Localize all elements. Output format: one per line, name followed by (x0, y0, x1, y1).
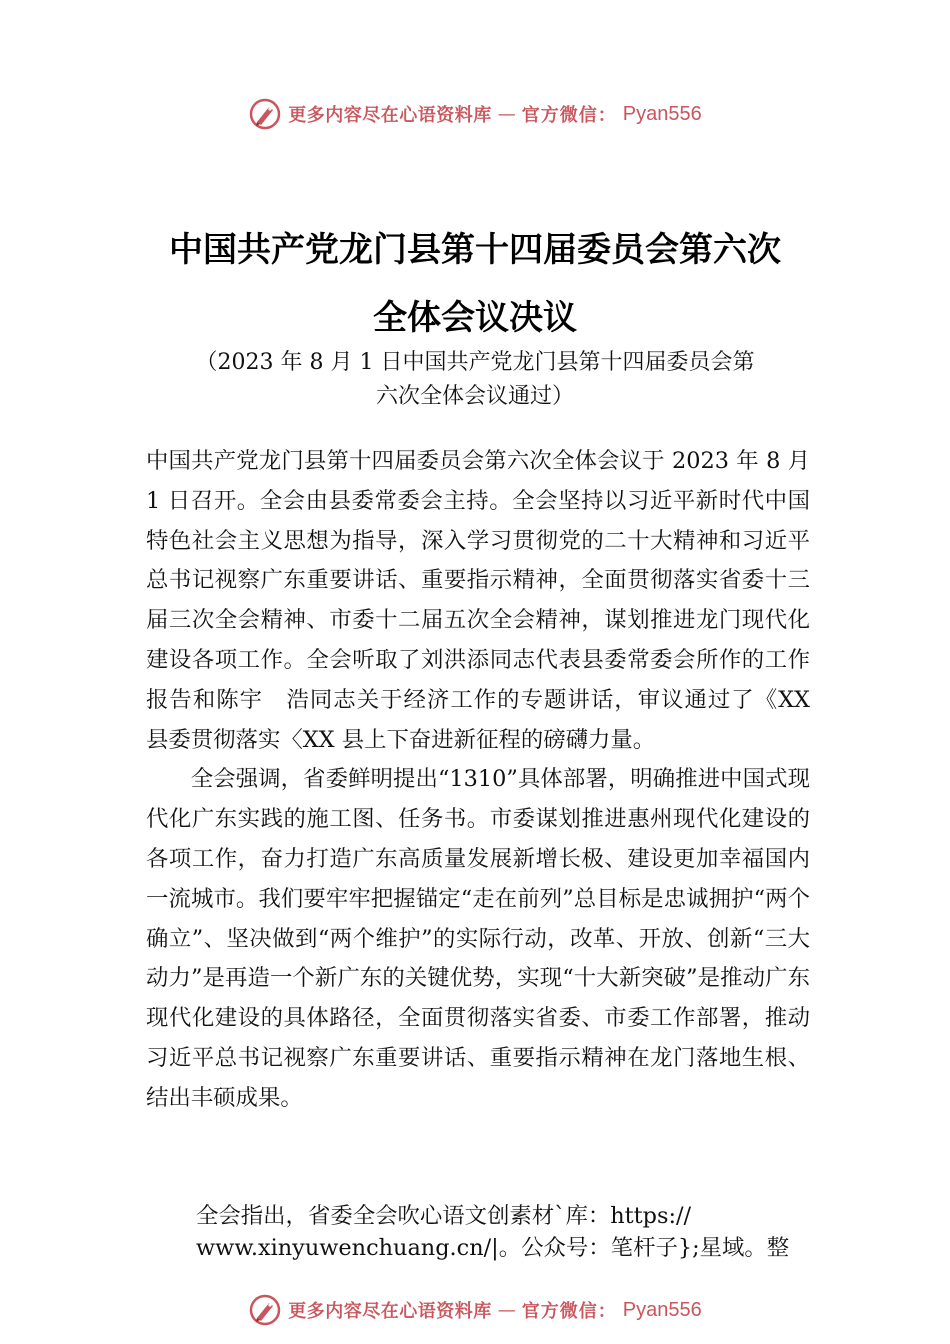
pen-nib-circle-icon (248, 1293, 282, 1327)
body-paragraph-2: 全会强调，省委鲜明提出“1310”具体部署，明确推进中国式现代化广东实践的施工图、任务书。市委谋划推进惠州现代化建设的各项工作，奋力打造广东高质量发展新增长极、建设更加幸福国内一流城市。我们要牢牢把握锚定“走在前列”总目标是忠诚拥护“两个确立”、坚决做到“两个维护”的实际行动，改革、开放、创新“三大动力”是再造一个新广东的关键优势，实现“十大新突破”是推动广东现代化建设的具体路径，全面贯彻落实省委、市委工作部署，推动习近平总书记视察广东重要讲话、重要指示精神在龙门落地生根、结出丰硕成果。 (146, 766, 810, 1111)
document-subtitle-line-1: （2023 年 8 月 1 日中国共产党龙门县第十四届委员会第 (195, 350, 755, 375)
pen-nib-circle-icon (248, 97, 282, 131)
watermark-dash: — (497, 1299, 516, 1321)
tail-line-2: www.xinyuwenchuang.cn/|。公众号：笔杆子};星域。整 (196, 1235, 790, 1261)
tail-line-1: 全会指出，省委全会吹心语文创素材`库：https:// (196, 1203, 692, 1229)
document-body (146, 442, 810, 1119)
watermark-text: 更多内容尽在心语资料库 (288, 105, 492, 126)
document-subtitle-line-2: 六次全体会议通过） (375, 384, 574, 409)
watermark-label: 官方微信： (521, 105, 617, 126)
body-paragraph-1: 中国共产党龙门县第十四届委员会第六次全体会议于 2023 年 8 月 1 日召开。全会由县委常委会主持。全会坚持以习近平新时代中国特色社会主义思想为指导，深入学习贯彻党的二十大精神和习近平总书记视察广东重要讲话、重要指示精神，全面贯彻落实省委十三届三次全会精神、市委十二届五次全会精神，谋划推进龙门现代化建设各项工作。全会听取了刘洪添同志代表县委常委会所作的工作报告和陈宇 浩同志关于经济工作的专题讲话，审议通过了《XX 县委贯彻落实〈XX 县上下奋进新征程的磅礴力量。 (146, 448, 810, 753)
watermark-header (0, 94, 950, 134)
watermark-wechat-id: Pyan556 (622, 1298, 702, 1321)
watermark-text: 更多内容尽在心语资料库 (288, 1301, 492, 1322)
watermark-label: 官方微信： (521, 1301, 617, 1322)
watermark-footer (0, 1290, 950, 1330)
document-title-line-1: 中国共产党龙门县第十四届委员会第六次 (169, 230, 781, 270)
watermark-dash: — (497, 103, 516, 125)
watermark-wechat-id: Pyan556 (622, 102, 702, 125)
document-title-line-2: 全体会议决议 (373, 298, 577, 338)
document-tail (196, 1200, 836, 1264)
